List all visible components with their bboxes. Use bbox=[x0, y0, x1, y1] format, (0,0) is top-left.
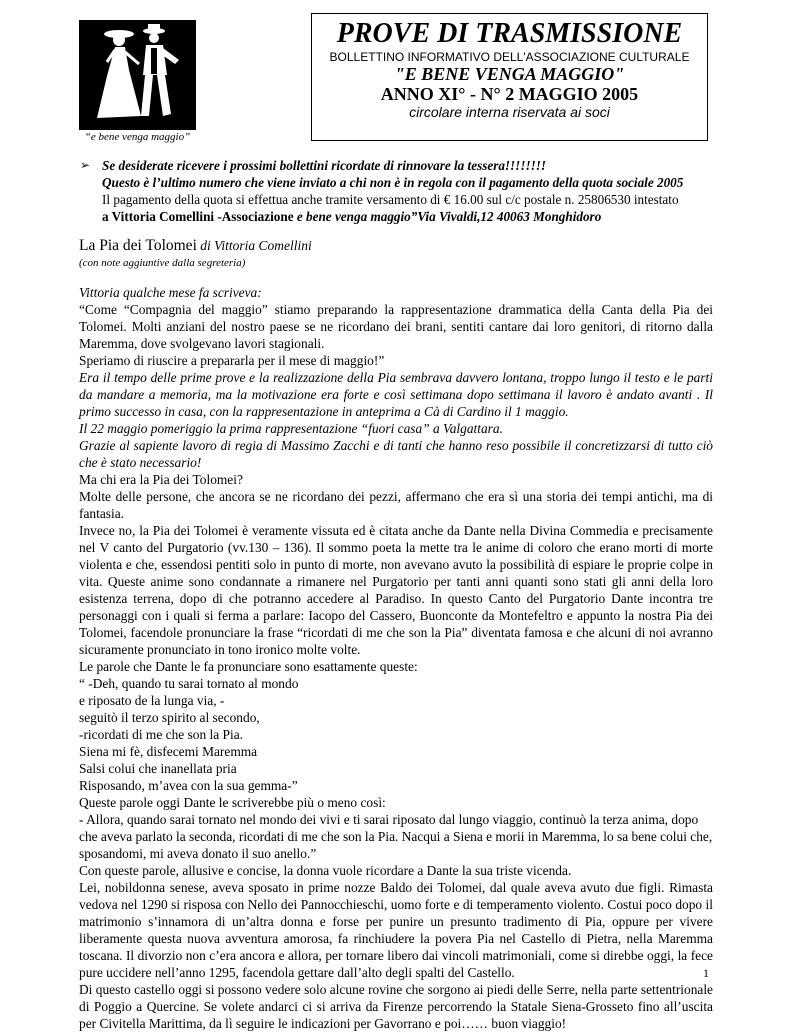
article-note: (con note aggiuntive dalla segreteria) bbox=[79, 257, 246, 269]
circulation-note: circolare interna riservata ai soci bbox=[409, 104, 610, 120]
logo-dancers bbox=[79, 20, 196, 130]
page-number: 1 bbox=[703, 966, 709, 980]
verse-line: “ -Deh, quando tu sarai tornato al mondo bbox=[79, 676, 299, 691]
paragraph: Invece no, la Pia dei Tolomei è veramente vissuta ed è citata anche da Dante nella Divina Commedia e precisamente nel V canto del Purgatorio (vv.130 – 136). Il sommo poeta la mette tra le anime di coloro che erano morti di morte violenta e che, essendosi pentiti solo in punto di morte, non avevano avuto la possibilità di espiare le proprie colpe in vita. Queste anime sono condannate a rimanere nel Purgatorio per tanti anni quanti sono stati gli anni della loro esistenza terrena, dopo di che potranno accedere al Paradiso. In questo Canto del Purgatorio Dante incontra tre personaggi con i quali si ferma a parlare: Iacopo del Cassero, Buonconte da Montefeltro e appunto la nostra Pia dei Tolomei, facendole pronunciare la frase “ricordati di me che son la Pia” diventata famosa e che alcuni di noi avranno sicuramente pronunciato in tono ironico molte volte. bbox=[79, 523, 713, 657]
article-author: di Vittoria Comellini bbox=[196, 238, 312, 253]
article-heading bbox=[79, 237, 312, 255]
paragraph: Queste parole oggi Dante le scriverebbe più o meno così: bbox=[79, 795, 386, 810]
verse-line: seguitò il terzo spirito al secondo, bbox=[79, 710, 260, 725]
membership-notice bbox=[80, 157, 722, 225]
verse-line: Risposando, m’avea con la sua gemma-” bbox=[79, 778, 298, 793]
notice-line-2: Questo è l’ultimo numero che viene inviato a chi non è in regola con il pagamento della quota sociale 2005 bbox=[102, 175, 684, 190]
paragraph: “Come “Compagnia del maggio” stiamo preparando la rappresentazione drammatica della Canta della Pia dei Tolomei. Molti anziani del nostro paese se ne ricordano dei brani, sentiti cantare dai loro genitori, di ritorno dalla Maremma, dove svolgevano lavori stagionali. bbox=[79, 302, 713, 351]
paragraph: Di questo castello oggi si possono vedere solo alcune rovine che sorgono ai piedi delle Serre, nella parte settentrionale di Poggio a Quercine. Se volete andarci ci si arriva da Firenze percorrendo la Statale Siena-Grosseto fino all’uscita per Civitella Marittima, da lì seguire le indicazioni per Gavorrano e poi…… buon viaggio! bbox=[79, 982, 713, 1031]
newsletter-title: PROVE DI TRASMISSIONE bbox=[336, 18, 683, 49]
newsletter-subtitle: BOLLETTINO INFORMATIVO DELL'ASSOCIAZIONE CULTURALE bbox=[329, 50, 690, 64]
paragraph: Era il tempo delle prime prove e la realizzazione della Pia sembrava davvero lontana, troppo lungo il testo e le parti da mandare a memoria, ma la motivazione era forte e così settimana dopo settimana il lavoro è andato avanti . Il primo successo in casa, con la rappresentazione in anteprima a Cà di Cardino il 1 maggio. bbox=[79, 370, 713, 419]
paragraph: - Allora, quando sarai tornato nel mondo dei vivi e ti sarai riposato dal lungo viaggio, continuò la terza anima, dopo che aveva parlato la seconda, ricordati di me che son la Pia. Nacqui a Siena e morii in Maremma, lo sa bene colui che, sposandomi, mi aveva donato il suo anello.” bbox=[79, 812, 713, 861]
paragraph: Speriamo di riuscire a prepararla per il mese di maggio!” bbox=[79, 353, 385, 368]
verse-line: -ricordati di me che son la Pia. bbox=[79, 727, 243, 742]
verse-line: Siena mi fè, disfecemi Maremma bbox=[79, 744, 258, 759]
arrow-bullet-icon: ➢ bbox=[80, 158, 91, 172]
paragraph: Il 22 maggio pomeriggio la prima rappresentazione “fuori casa” a Valgattara. bbox=[79, 421, 503, 436]
notice-recipient: a Vittoria Comellini -Associazione bbox=[102, 209, 297, 224]
verse-line: Salsi colui che inanellata pria bbox=[79, 761, 237, 776]
notice-line-3: Il pagamento della quota si effettua anche tramite versamento di € 16.00 sul c/c postale n. 25806530 intestato bbox=[102, 192, 679, 207]
paragraph: Con queste parole, allusive e concise, la donna vuole ricordare a Dante la sua triste vicenda. bbox=[79, 863, 572, 878]
paragraph: Le parole che Dante le fa pronunciare sono esattamente queste: bbox=[79, 659, 418, 674]
verse-line: e riposato de la lunga via, - bbox=[79, 693, 225, 708]
notice-line-4 bbox=[102, 208, 722, 225]
issue-info: ANNO XI° - N° 2 MAGGIO 2005 bbox=[380, 84, 639, 104]
article-body bbox=[79, 284, 713, 1032]
paragraph: Grazie al sapiente lavoro di regia di Massimo Zacchi e di tanti che hanno reso possibile il concretizzarsi di tutto ciò che è stato necessario! bbox=[79, 438, 713, 470]
logo-caption: “e bene venga maggio” bbox=[84, 131, 191, 143]
notice-address: ”Via Vivaldi,12 40063 Monghidoro bbox=[410, 209, 602, 224]
paragraph: Ma chi era la Pia dei Tolomei? bbox=[79, 472, 243, 487]
paragraph: Molte delle persone, che ancora se ne ricordano dei pezzi, affermano che era sì una storia dei tempi antichi, ma di fantasia. bbox=[79, 489, 713, 521]
article-title: La Pia dei Tolomei bbox=[79, 237, 197, 254]
paragraph: Lei, nobildonna senese, aveva sposato in prime nozze Baldo dei Tolomei, dal quale aveva avuto due figli. Rimasta vedova nel 1290 si risposa con Nello dei Pannocchieschi, uomo forte e di temperamento violento. Costui poco dopo il matrimonio s’innamora di un’altra donna e forse per punire un presunto tradimento di Pia, oppure per vivere liberamente questa nuova avventura amorosa, fa rinchiudere la povera Pia nel Castello di Pietra, nella Maremma toscana. Il divorzio non c’era ancora e allora, per tornare libero dai vincoli matrimoniali, come si direbbe oggi, la fece pure uccidere nell’anno 1295, facendola gettare dall’alto degli spalti del Castello. bbox=[79, 880, 713, 980]
notice-line-1: Se desiderate ricevere i prossimi bollettini ricordate di rinnovare la tessera!!!!!!!! bbox=[102, 158, 546, 173]
association-name: "E BENE VENGA MAGGIO" bbox=[394, 64, 625, 84]
masthead-box bbox=[311, 13, 708, 141]
notice-association: e bene venga maggio bbox=[296, 209, 411, 224]
paragraph: Vittoria qualche mese fa scriveva: bbox=[79, 285, 262, 300]
